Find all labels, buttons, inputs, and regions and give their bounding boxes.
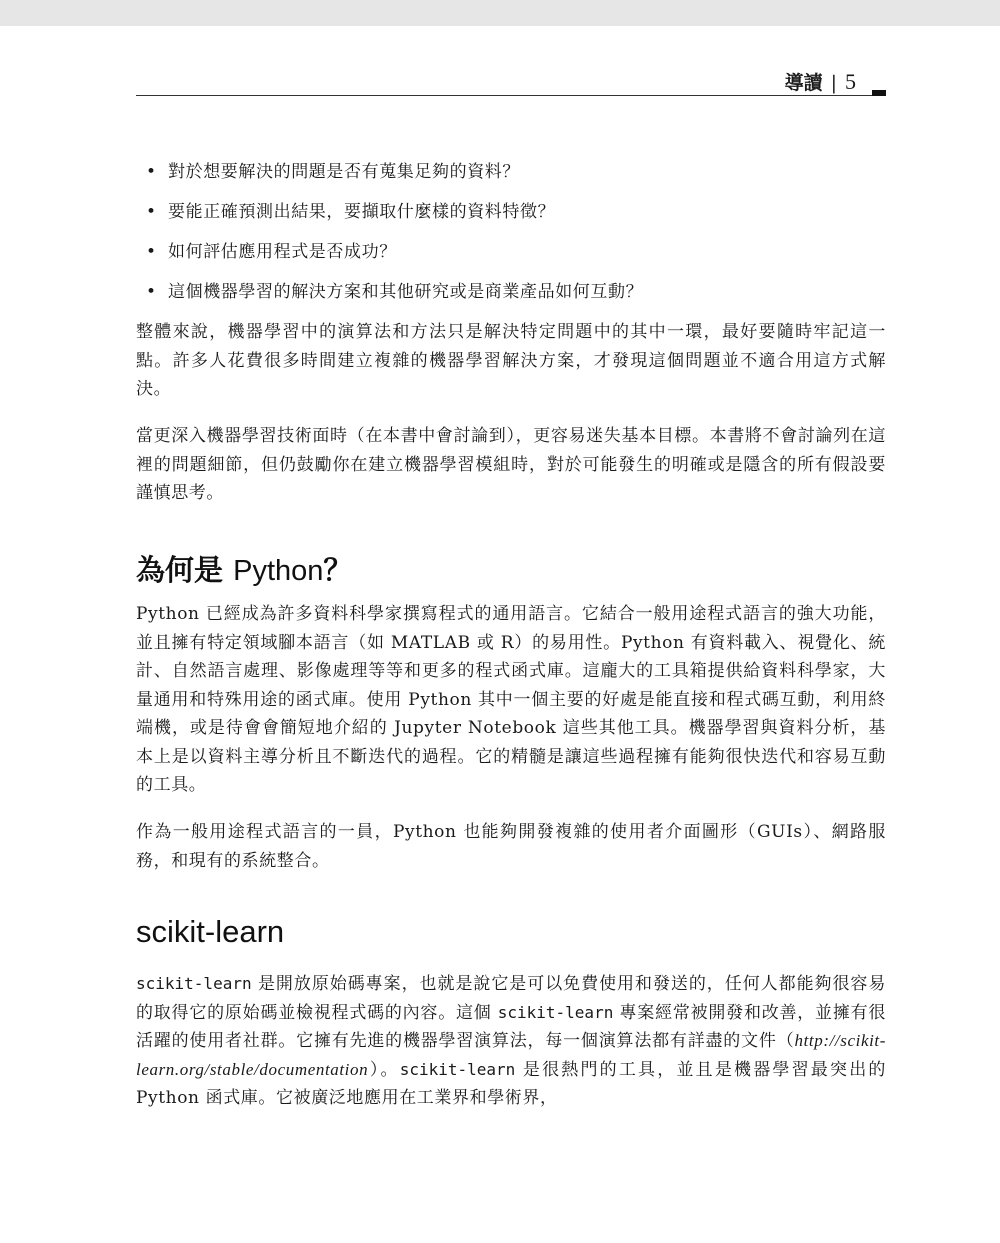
list-item (136, 158, 886, 198)
paragraph-text: 是開放原始碼專案，也就是說它是可以免費使用和發送的，任何人都能夠很容易的取得它的原始碼並檢視程式碼的內容。這個 (136, 974, 886, 1023)
paragraph-text: ）。 (368, 1059, 400, 1080)
paragraph-python: Python 已經成為許多資料科學家撰寫程式的通用語言。它結合一般用途程式語言的強大功能，並且擁有特定領域腳本語言（如 MATLAB 或 R）的易用性。Python 有資料載入、視覺化、統計、自然語言處理、影像處理等等和更多的程式函式庫。這龐大的工具箱提供給資料科學家，大量通用和特殊用途的函式庫。使用 Python 其中一個主要的好處是能直接和程式碼互動，利用終端機，或是待會會簡短地介紹的 Jupyter Notebook 這些其他工具。機器學習與資料分析，基本上是以資料主導分析且不斷迭代的過程。它的精髓是讓這些過程擁有能夠很快迭代和容易互動的工具。 (136, 604, 886, 795)
bullet-icon: • (146, 282, 157, 302)
header-rule (136, 95, 876, 96)
header-separator: | (830, 72, 837, 94)
documentation-url[interactable]: http://scikit-learn.org/stable/documentation (136, 1031, 886, 1079)
heading-scikit-learn: scikit-learn (136, 914, 285, 949)
header-section-title: 導讀 (784, 72, 823, 94)
bullet-icon: • (146, 202, 157, 222)
question-list (136, 158, 886, 318)
heading-why-python (136, 548, 352, 589)
heading-why-python-word: Python (233, 555, 324, 587)
paragraph-scikit-learn (136, 970, 886, 1113)
paragraph-ml-one-part: 整體來說，機器學習中的演算法和方法只是解決特定問題中的其中一環，最好要隨時牢記這一點。許多人花費很多時間建立複雜的機器學習解決方案，才發現這個問題並不適合用這方式解決。 (136, 322, 886, 399)
page-number: 5 (845, 69, 856, 94)
list-item-text: 這個機器學習的解決方案和其他研究或是商業產品如何互動？ (168, 282, 644, 302)
paragraph-text: 專案經常被開發和改善，並擁有很活躍的使用者社群。它擁有先進的機器學習演算法，每一個演算法都有詳盡的文件（ (136, 1002, 886, 1051)
paragraph-text: 是很熱門的工具，並且是機器學習最突出的 Python 函式庫。它被廣泛地應用在工業界和學術界， (136, 1059, 886, 1108)
header-mark (872, 90, 886, 96)
list-item-text: 要能正確預測出結果，要擷取什麼樣的資料特徵？ (168, 202, 556, 222)
top-margin-band (0, 0, 1000, 26)
running-header (136, 66, 886, 96)
heading-why-python-mark: ？ (323, 553, 353, 587)
code-scikit-learn: scikit-learn (497, 1002, 614, 1022)
paragraph-assumptions: 當更深入機器學習技術面時（在本書中會討論到），更容易迷失基本目標。本書將不會討論列在這裡的問題細節，但仍鼓勵你在建立機器學習模組時，對於可能發生的明確或是隱含的所有假設要謹慎思考。 (136, 426, 886, 503)
list-item-text: 對於想要解決的問題是否有蒐集足夠的資料？ (168, 162, 520, 182)
heading-why-python-prefix: 為何是 (136, 553, 234, 587)
bullet-icon: • (146, 242, 157, 262)
list-item-text: 如何評估應用程式是否成功？ (168, 242, 397, 262)
bullet-icon: • (146, 162, 157, 182)
list-item (136, 238, 886, 278)
code-scikit-learn: scikit-learn (399, 1059, 516, 1079)
paragraph-python-general: 作為一般用途程式語言的一員，Python 也能夠開發複雜的使用者介面圖形（GUIs）、網路服務，和現有的系統整合。 (136, 822, 886, 871)
list-item (136, 198, 886, 238)
header-label (785, 68, 856, 95)
list-item (136, 278, 886, 318)
code-scikit-learn: scikit-learn (136, 974, 252, 993)
